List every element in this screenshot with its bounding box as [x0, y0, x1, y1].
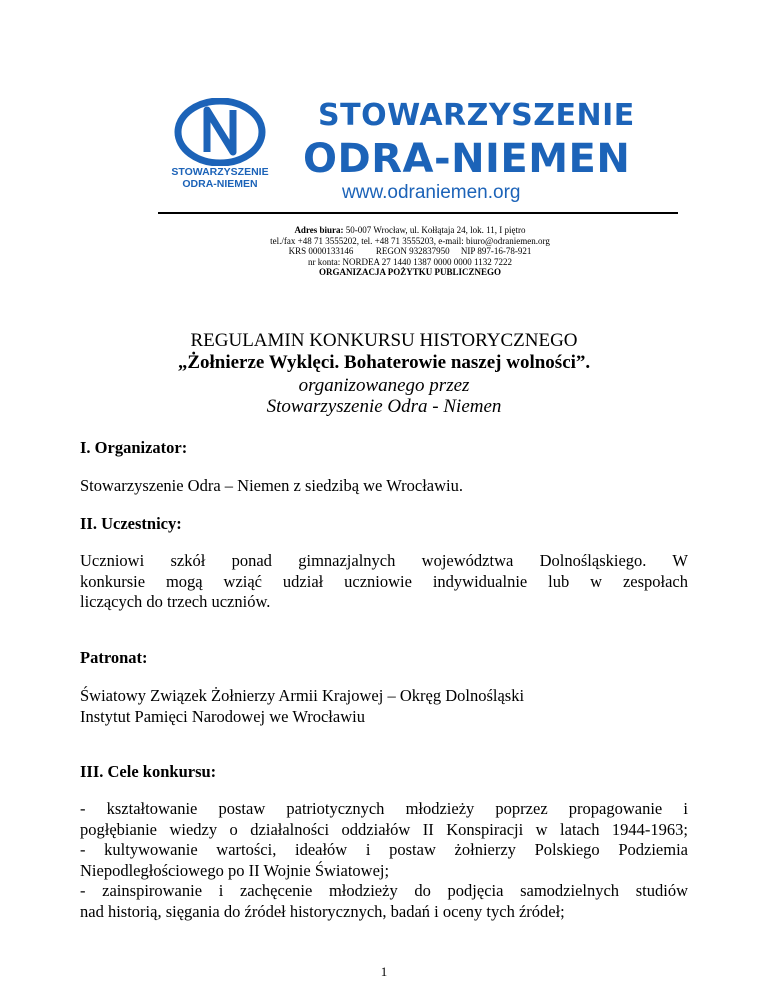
participants-text: [80, 551, 688, 613]
address-bank-line: nr konta: NORDEA 27 1440 1387 0000 0000 1132 7222: [308, 256, 512, 267]
organizer-heading: I. Organizator:: [80, 438, 188, 457]
competition-name: „Żołnierze Wyklęci. Bohaterowie naszej wolności”.: [177, 352, 591, 373]
on-monogram-icon: [173, 98, 267, 166]
organizer-text: Stowarzyszenie Odra – Niemen z siedzibą we Wrocławiu.: [80, 476, 463, 495]
page-number: 1: [380, 964, 388, 979]
document-title: REGULAMIN KONKURSU HISTORYCZNEGO: [190, 330, 578, 351]
goal-line: - zainspirowanie i zachęcenie młodzieży do podjęcia samodzielnych studiów: [80, 881, 688, 900]
participants-line: Uczniowi szkół ponad gimnazjalnych województwa Dolnośląskiego. W: [80, 551, 688, 570]
association-logo: [160, 98, 280, 198]
goals-list: [80, 799, 688, 922]
goal-line: pogłębianie wiedzy o działalności oddziałów II Konspiracji w latach 1944-1963;: [80, 819, 688, 839]
patron-item: Instytut Pamięci Narodowej we Wrocławiu: [80, 706, 365, 726]
logo-caption-line-1: STOWARZYSZENIE: [171, 166, 269, 178]
participants-heading: II. Uczestnicy:: [80, 514, 182, 533]
participants-line: konkursie mogą wziąć udział uczniowie indywidualnie lub w zespołach: [80, 571, 688, 591]
letterhead: [0, 0, 768, 210]
address-status-line: ORGANIZACJA POŻYTKU PUBLICZNEGO: [318, 267, 502, 277]
logo-caption-line-2: ODRA-NIEMEN: [182, 178, 258, 190]
brand-name-line-1: STOWARZYSZENIE: [318, 98, 635, 133]
address-label: Adres biura:: [294, 225, 344, 235]
address-contact-line: tel./fax +48 71 3555202, tel. +48 71 3555203, e-mail: biuro@odraniemen.org: [270, 235, 550, 246]
goal-line: nad historią, sięgania do źródeł historycznych, badań i oceny tych źródeł;: [80, 901, 565, 921]
goal-line: - kultywowanie wartości, ideałów i postaw żołnierzy Polskiego Podziemia: [80, 840, 688, 859]
patron-item: Światowy Związek Żołnierzy Armii Krajowej – Okręg Dolnośląski: [80, 686, 525, 705]
address-street: 50-007 Wrocław, ul. Kołłątaja 24, lok. 11, I piętro: [343, 225, 526, 235]
organizer-name: Stowarzyszenie Odra - Niemen: [266, 396, 502, 417]
goal-line: - kształtowanie postaw patriotycznych młodzieży poprzez propagowanie i: [80, 799, 688, 818]
patronage-text: [80, 686, 688, 727]
organized-by-label: organizowanego przez: [298, 375, 470, 396]
participants-line: liczących do trzech uczniów.: [80, 592, 271, 611]
header-divider: [158, 212, 678, 214]
goal-line: Niepodległościowego po II Wojnie Światowej;: [80, 860, 390, 880]
brand-name-line-2: ODRA-NIEMEN: [303, 136, 631, 182]
goals-heading: III. Cele konkursu:: [80, 762, 217, 781]
address-line-1: [110, 225, 710, 236]
patronage-heading: Patronat:: [80, 648, 148, 667]
address-registry-line: KRS 0000133146 REGON 932837950 NIP 897-16-78-921: [288, 246, 532, 256]
office-address-block: [110, 225, 710, 278]
website-link[interactable]: www.odraniemen.org: [342, 182, 521, 203]
